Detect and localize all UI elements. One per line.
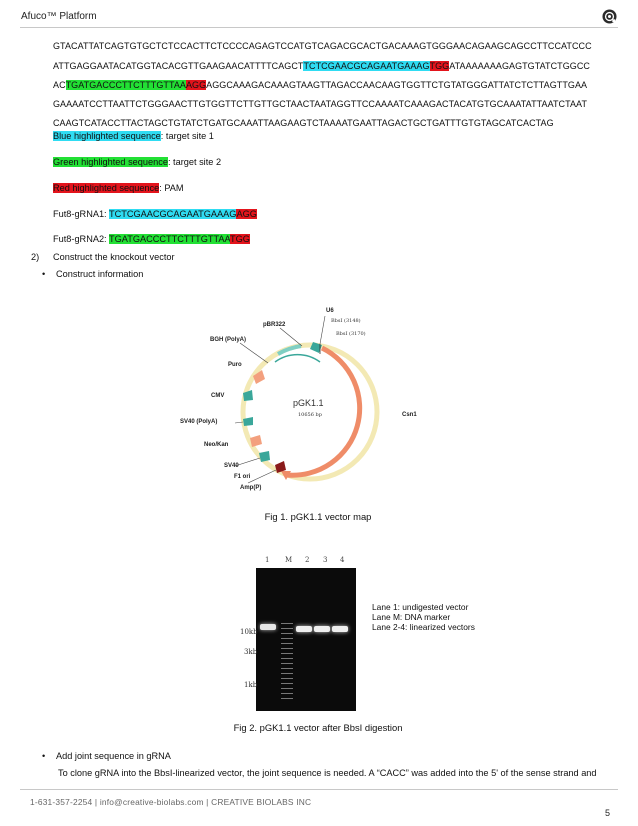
- legend-key: Blue highlighted sequence: [53, 131, 161, 141]
- grna-label: Fut8-gRNA2:: [53, 234, 109, 244]
- leader: [235, 458, 260, 466]
- step-number: 2): [31, 252, 40, 262]
- label-neo-kan: Neo/Kan: [204, 442, 229, 448]
- gel-lane-label: 3: [323, 556, 328, 564]
- gel-size-label: 10kb: [240, 628, 258, 636]
- grna-label: Fut8-gRNA1:: [53, 209, 109, 219]
- grna-sequence: TGATGACCCTTCTTTGTTAA: [109, 234, 230, 244]
- legend-desc: : target site 2: [167, 157, 222, 167]
- sequence-line-2: [53, 60, 623, 72]
- page-number: 5: [605, 808, 611, 818]
- gel-legend-line: Lane M: DNA marker: [372, 612, 451, 622]
- plasmid-size: 10656 bp: [298, 412, 322, 418]
- legend-blue: [53, 131, 214, 141]
- gel-legend-line: Lane 2-4: linearized vectors: [372, 622, 475, 632]
- sequence-segment: AGGCAAAGACAAAGTAAGTTAGACCAACAAGTGGTTCTGTATGGGATTATCTCTTAGTTGAA: [206, 80, 588, 90]
- bullet-construct-information: Construct information: [56, 269, 144, 279]
- gel-lane-label: 4: [340, 556, 345, 564]
- sequence-segment: ATAAAAAAAGAGTGTATCTGGCC: [449, 61, 590, 71]
- sequence-line-4: GAAAATCCTTAATTCTGGGAACTTGTGGTTCTTGTTGCTAACTAATAGGTTCCAAAATCAAAGACTACATGTGCAAATATTAATCTAAT: [53, 99, 588, 109]
- bullet-dot: •: [42, 269, 46, 279]
- neokan-feature: [250, 435, 262, 447]
- gel-band: [332, 626, 348, 632]
- header-divider: [20, 27, 618, 28]
- legend-desc: : PAM: [159, 183, 184, 193]
- marker-ladder: [281, 623, 293, 703]
- pam-highlight: AGG: [185, 80, 207, 90]
- gel-lane-label: 2: [305, 556, 310, 564]
- sequence-line-5: CAAGTCATACCTTACTAGCTGTATCTGATGCAAATTAAGAAGTCTAAAATGAATTAGACTGCTGATTTGTGTAGCATCACTAG: [53, 118, 554, 128]
- gel-band: [260, 624, 276, 630]
- label-pbr322: pBR322: [263, 322, 286, 328]
- sequence-line-3: [53, 79, 623, 91]
- legend-green: [53, 157, 221, 167]
- gel-lane-label: M: [285, 556, 293, 564]
- bullet-add-joint-sequence: Add joint sequence in gRNA: [56, 751, 171, 761]
- label-bbsi-2: BbsI (3170): [336, 331, 366, 337]
- leader: [248, 470, 276, 483]
- label-sv40: SV40: [224, 463, 239, 469]
- gel-image: [256, 568, 356, 711]
- plasmid-name: pGK1.1: [293, 398, 324, 408]
- label-cmv: CMV: [211, 393, 225, 399]
- label-bbsi-1: BbsI (3148): [331, 318, 361, 324]
- leader: [320, 316, 325, 344]
- legend-red: [53, 183, 184, 193]
- header-title: Afuco™ Platform: [21, 11, 97, 22]
- pam-highlight: TGG: [429, 61, 450, 71]
- footer-divider: [20, 789, 618, 790]
- legend-key: Red highlighted sequence: [53, 183, 160, 193]
- step-title: Construct the knockout vector: [53, 252, 175, 262]
- gel-size-label: 1kb: [244, 681, 258, 689]
- gel-band: [314, 626, 330, 632]
- label-bgh-polya: BGH (PolyA): [210, 337, 246, 343]
- grna-pam: TGG: [229, 234, 250, 244]
- label-puro: Puro: [228, 362, 242, 368]
- legend-key: Green highlighted sequence: [53, 157, 168, 167]
- bullet-dot: •: [42, 751, 46, 761]
- footer-contact: 1-631-357-2254 | info@creative-biolabs.com | CREATIVE BIOLABS INC: [30, 797, 312, 807]
- fig1-caption: Fig 1. pGK1.1 vector map: [264, 511, 372, 522]
- gel-band: [296, 626, 312, 632]
- sv40-feature: [259, 451, 270, 462]
- target-site-2-highlight: TGATGACCCTTCTTTGTTAA: [65, 80, 186, 90]
- label-f1-ori: F1 ori: [234, 474, 251, 480]
- gel-legend-line: Lane 1: undigested vector: [372, 602, 469, 612]
- leader: [280, 328, 302, 346]
- legend-desc: : target site 1: [160, 131, 214, 141]
- gel-lane-label: 1: [265, 556, 270, 564]
- grna-sequence: TCTCGAACGCAGAATGAAAG: [109, 209, 237, 219]
- gel-size-label: 3kb: [244, 648, 258, 656]
- label-u6: U6: [326, 308, 334, 314]
- label-csn1: Csn1: [402, 412, 417, 418]
- target-site-1-highlight: TCTCGAACGCAGAATGAAAG: [303, 61, 430, 71]
- sequence-segment: ATTGAGGAATACATGGTACACGTTGAAGAACATTTTCAGCT: [53, 61, 304, 71]
- grna1-line: [53, 209, 257, 219]
- sequence-segment: AC: [53, 80, 66, 90]
- grna-pam: AGG: [236, 209, 257, 219]
- label-amp-p: Amp(P): [240, 485, 262, 491]
- grna2-line: [53, 234, 250, 244]
- sequence-line-1: GTACATTATCAGTGTGCTCTCCACTTCTCCCCAGAGTCCATGTCAGACGCACTGACAAAGTGGGAACAGAAGCAGCCTTCCATCCC: [53, 41, 592, 51]
- pbr322-arc: [278, 346, 301, 354]
- label-sv40-polya: SV40 (PolyA): [180, 419, 218, 425]
- inner-arc: [275, 355, 320, 362]
- creative-biolabs-logo-icon: [602, 9, 617, 24]
- body-paragraph: To clone gRNA into the BbsI-linearized vector, the joint sequence is needed. A “CACC” was added into the 5' of the sense strand and: [58, 768, 597, 778]
- vector-map: [170, 298, 430, 500]
- leader: [240, 343, 268, 363]
- fig2-caption: Fig 2. pGK1.1 vector after BbsI digestion: [233, 722, 403, 733]
